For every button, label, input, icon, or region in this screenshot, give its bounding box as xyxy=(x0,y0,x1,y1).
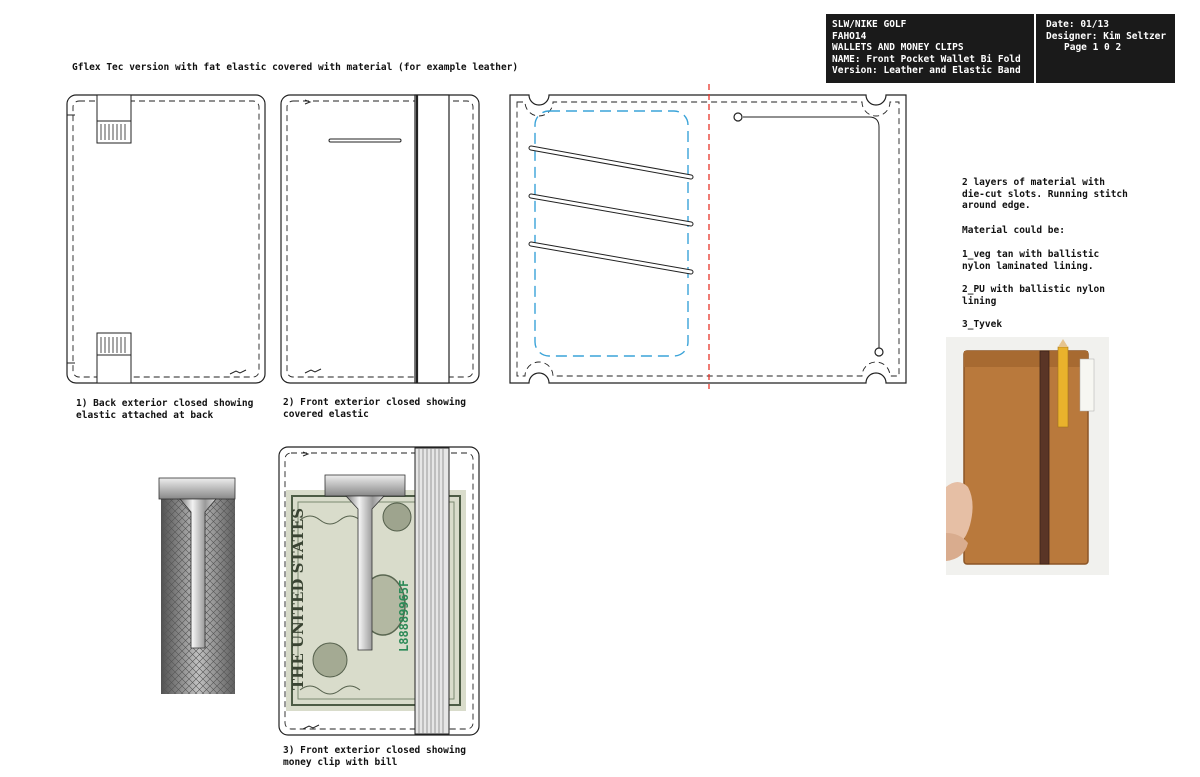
drawing-front-with-clip xyxy=(279,447,479,735)
note-material-1: 1_veg tan with ballistic nylon laminated lining. xyxy=(962,249,1100,272)
title-line-season: FAHO14 xyxy=(832,30,867,42)
note-material-2: 2_PU with ballistic nylon lining xyxy=(962,284,1105,307)
title-designer: Designer: Kim Seltzer xyxy=(1046,30,1167,42)
caption-front-exterior: 2) Front exterior closed showing covered elastic xyxy=(283,397,467,420)
title-page: Page 1 0 2 xyxy=(1064,42,1122,53)
note-material-3: 3_Tyvek xyxy=(962,319,1003,330)
bill-serial: L88889965F xyxy=(397,579,411,652)
prototype-photo-illustration xyxy=(946,337,1109,575)
card-outline xyxy=(535,111,688,356)
drawing-front-exterior xyxy=(281,95,479,383)
drawing-interior-flat xyxy=(510,84,906,389)
note-material-intro: Material could be: xyxy=(962,225,1065,236)
page-heading: Gflex Tec version with fat elastic covered with material (for example leather) xyxy=(72,62,519,73)
prototype-photo xyxy=(946,337,1109,575)
caption-front-with-clip: 3) Front exterior closed showing money clip with bill xyxy=(283,745,467,768)
note-layers: 2 layers of material with die-cut slots. Running stitch around edge. xyxy=(962,177,1128,211)
title-line-category: WALLETS AND MONEY CLIPS xyxy=(832,42,964,53)
title-date: Date: 01/13 xyxy=(1046,19,1109,30)
drawing-back-exterior xyxy=(67,95,265,383)
title-line-brand: SLW/NIKE GOLF xyxy=(832,19,907,30)
drawing-money-clip xyxy=(159,478,235,694)
bill-legend: THE UNITED STATES xyxy=(289,507,307,690)
title-line-name: NAME: Front Pocket Wallet Bi Fold xyxy=(832,53,1021,65)
title-line-version: Version: Leather and Elastic Band xyxy=(832,65,1021,76)
caption-back-exterior: 1) Back exterior closed showing elastic attached at back xyxy=(76,398,254,421)
